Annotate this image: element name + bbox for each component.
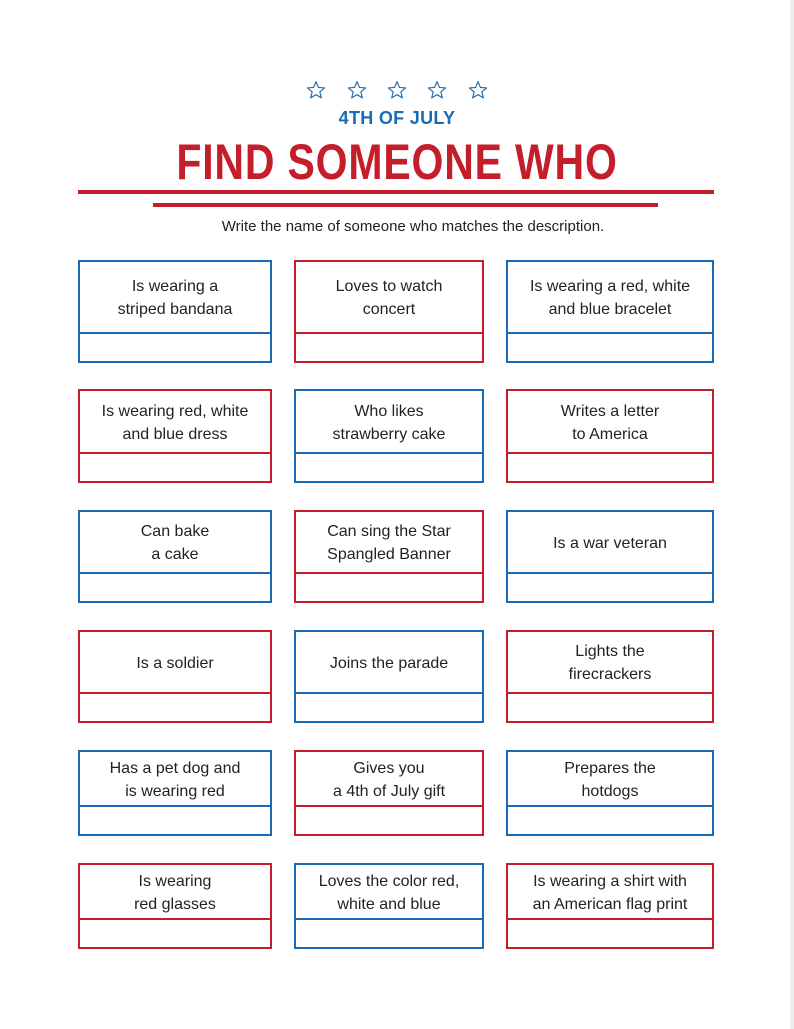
card-description [296, 865, 482, 920]
card-description-line: to America [572, 425, 648, 443]
card-description-line: Is wearing a shirt with [533, 872, 687, 890]
name-answer-field[interactable] [296, 572, 482, 601]
activity-card [294, 863, 484, 949]
card-description-line: Lights the [575, 643, 645, 660]
star-icon [347, 80, 367, 100]
name-answer-field[interactable] [508, 918, 712, 947]
activity-card [294, 510, 484, 603]
activity-card [78, 260, 272, 363]
name-answer-field[interactable] [296, 692, 482, 721]
card-description [296, 512, 482, 574]
card-description-line: Is a war veteran [553, 534, 667, 552]
activity-card [506, 389, 714, 483]
card-description-line: Is wearing [138, 872, 212, 890]
card-description [508, 512, 712, 574]
card-description-line: an American flag print [532, 895, 688, 913]
star-icon [387, 80, 407, 100]
card-description [80, 632, 270, 694]
card-description [80, 865, 270, 920]
card-description-line: is wearing red [125, 782, 225, 800]
page-edge [790, 0, 794, 1029]
name-answer-field[interactable] [508, 805, 712, 834]
activity-card [506, 863, 714, 949]
name-answer-field[interactable] [296, 805, 482, 834]
card-description-line: Is wearing a [131, 278, 219, 295]
card-description-line: a 4th of July gift [332, 782, 446, 800]
name-answer-field[interactable] [296, 332, 482, 361]
card-description-line: a cake [151, 546, 199, 563]
activity-card [506, 630, 714, 723]
title-underline-short [153, 203, 658, 207]
name-answer-field[interactable] [80, 452, 270, 481]
page-title: FIND SOMEONE WHO [176, 134, 618, 190]
name-answer-field[interactable] [296, 918, 482, 947]
name-answer-field[interactable] [508, 572, 712, 601]
card-description [296, 752, 482, 807]
activity-card [78, 750, 272, 836]
card-description [508, 262, 712, 334]
subtitle: 4TH OF JULY [338, 108, 456, 128]
card-description-line: Loves to watch [335, 278, 443, 295]
card-description-line: Prepares the [564, 759, 656, 777]
card-description-line: white and blue [337, 895, 441, 913]
activity-card [294, 630, 484, 723]
card-description-line: concert [362, 301, 416, 318]
star-icon [427, 80, 447, 100]
card-description-line: striped bandana [117, 301, 233, 318]
card-description-line: firecrackers [568, 666, 652, 683]
activity-card [506, 260, 714, 363]
star-icon [468, 80, 488, 100]
card-description [508, 391, 712, 454]
activity-card [506, 510, 714, 603]
name-answer-field[interactable] [296, 452, 482, 481]
activity-card [506, 750, 714, 836]
card-description-line: Has a pet dog and [109, 759, 241, 777]
card-description [296, 262, 482, 334]
card-description-line: hotdogs [581, 782, 639, 800]
card-description-line: Gives you [353, 759, 425, 777]
instructions: Write the name of someone who matches the description. [221, 218, 605, 235]
card-description [80, 512, 270, 574]
name-answer-field[interactable] [80, 918, 270, 947]
card-description-line: red glasses [134, 895, 216, 913]
card-description [80, 262, 270, 334]
card-description-line: and blue dress [122, 425, 228, 443]
card-description [508, 752, 712, 807]
name-answer-field[interactable] [508, 692, 712, 721]
card-description-line: Can bake [140, 523, 210, 540]
name-answer-field[interactable] [80, 805, 270, 834]
card-description-line: strawberry cake [332, 425, 446, 443]
name-answer-field[interactable] [508, 452, 712, 481]
card-description [80, 391, 270, 454]
card-description-line: Can sing the Star [327, 523, 451, 540]
card-description-line: Spangled Banner [327, 546, 451, 563]
card-description [296, 632, 482, 694]
card-description-line: Is wearing a red, white [529, 278, 691, 295]
card-description-line: Who likes [354, 402, 424, 420]
name-answer-field[interactable] [80, 692, 270, 721]
name-answer-field[interactable] [80, 332, 270, 361]
card-description [508, 632, 712, 694]
activity-card [294, 750, 484, 836]
title-underline-long [78, 190, 714, 194]
star-icon [306, 80, 326, 100]
card-description [508, 865, 712, 920]
activity-card [78, 863, 272, 949]
card-description-line: Loves the color red, [318, 872, 460, 890]
activity-card [78, 389, 272, 483]
activity-card [78, 510, 272, 603]
card-description-line: Is wearing red, white [101, 402, 249, 420]
card-description-line: Writes a letter [560, 402, 660, 420]
name-answer-field[interactable] [80, 572, 270, 601]
card-description-line: Joins the parade [329, 654, 449, 672]
stars-row [0, 80, 794, 105]
card-description [296, 391, 482, 454]
card-description [80, 752, 270, 807]
activity-card [294, 389, 484, 483]
card-description-line: and blue bracelet [548, 301, 672, 318]
card-description-line: Is a soldier [136, 654, 214, 672]
activity-card [78, 630, 272, 723]
activity-card [294, 260, 484, 363]
name-answer-field[interactable] [508, 332, 712, 361]
